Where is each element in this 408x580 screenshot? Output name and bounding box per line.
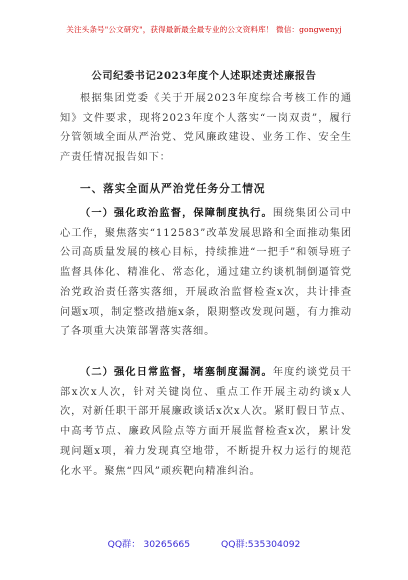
section-one-heading: 一、落实全面从严治党任务分工情况 [80,183,266,195]
intro-paragraph: 根据集团党委《关于开展2023年度综合考核工作的通知》文件要求，现将2023年度个人落实“一岗双责”，履行分管领域全面从严治党、党风廉政建设、业务工作、安全生产责任情况报告如下： [60,93,352,164]
item-one-text: 围绕集团公司中心工作，聚焦落实“112583”改革发展思路和全面推动集团公司高质量发展的核心目标，持续推进“一把手”和领导班子监督具体化、精准化、常态化，通过建立约谈机制倒逼管党治党政治责任落实落细，开展政治监督检查x次，共计排查问题x项，制定整改措施x条，限期整改发现问题，有力推动了各项重大决策部署落实落细。 [60,208,352,338]
item-two-paragraph [60,363,352,481]
footer-contact [0,536,408,550]
item-two-text: 年度约谈党员干部x次x人次，针对关键岗位、重点工作开展主动约谈x人次，对新任职干部开展廉政谈话x次x人次。紧盯假日节点、中高考节点、廉政风险点等方面开展监督检查x次，累计发现问题x项，着力发现真空地带，不断提升权力运行的规范化水平。聚焦“四风”顽疾靶向精准纠治。 [60,367,352,477]
item-one-paragraph [60,204,352,342]
document-title: 公司纪委书记2023年度个人述职述责述廉报告 [91,70,317,82]
footer-qq-group-1: QQ群： 30265665 [107,539,191,550]
footer-qq-group-2: QQ群:535304092 [221,539,301,550]
item-one-lead: （一）强化政治监督，保障制度执行。 [80,207,273,219]
item-two-lead: （二）强化日常监督，堵塞制度漏洞。 [80,366,273,378]
promo-banner: 关注头条号"公文研究"，获得最新最全最专业的公文资料库！ 微信：gongwenyj [66,25,342,34]
